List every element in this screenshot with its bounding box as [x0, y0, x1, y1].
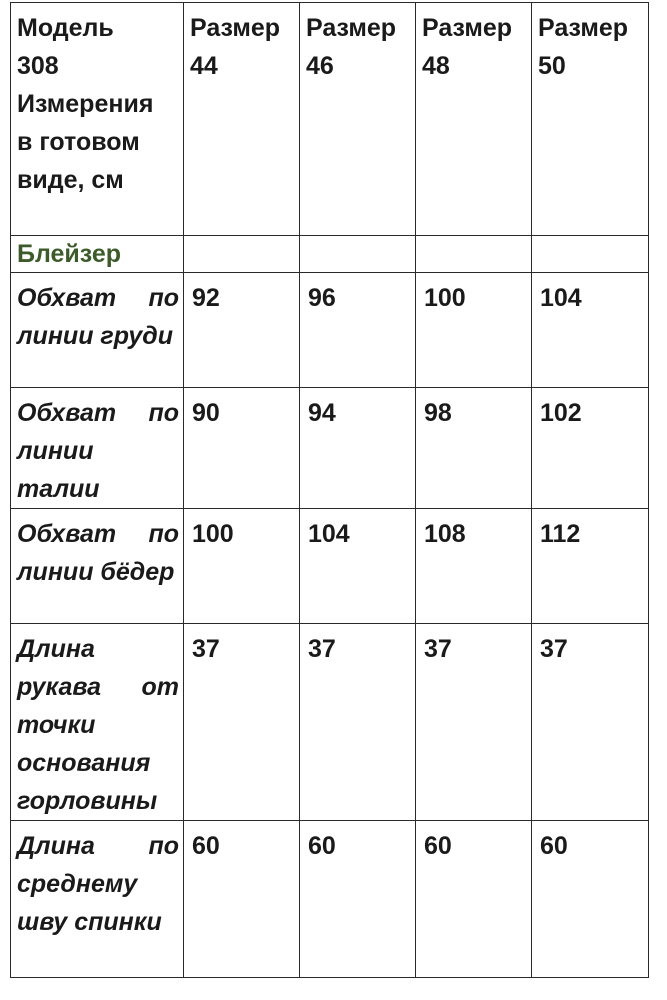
value-cell: 112 [532, 509, 649, 624]
value-cell: 104 [300, 509, 416, 624]
empty-cell [184, 236, 300, 273]
value-cell: 98 [416, 388, 532, 509]
value-cell: 60 [416, 821, 532, 978]
measurements-label-3: виде, см [17, 166, 124, 194]
model-label: Модель [17, 14, 114, 42]
row-label: Обхват по линии груди [11, 273, 184, 388]
row-label: Обхват по линии бёдер [11, 509, 184, 624]
value-cell: 104 [532, 273, 649, 388]
section-row [11, 236, 649, 273]
value-cell: 37 [416, 624, 532, 821]
measurements-label: Измерения [17, 90, 154, 118]
value-cell: 37 [300, 624, 416, 821]
section-title: Блейзер [11, 236, 184, 273]
model-header-cell [11, 3, 184, 236]
table-row [11, 509, 649, 624]
table-row [11, 821, 649, 978]
size-word: Размер [306, 14, 397, 42]
size-number: 48 [422, 52, 450, 80]
value-cell: 108 [416, 509, 532, 624]
row-label: Обхват по линии талии [11, 388, 184, 509]
row-label: Длина рукава от точки основания горловины [11, 624, 184, 821]
header-row [11, 3, 649, 236]
size-header-50 [532, 3, 649, 236]
measurements-label-2: в готовом [17, 128, 140, 156]
value-cell: 60 [300, 821, 416, 978]
table-row [11, 624, 649, 821]
table-row [11, 388, 649, 509]
size-chart [10, 2, 649, 978]
size-number: 46 [306, 52, 334, 80]
value-cell: 37 [532, 624, 649, 821]
size-header-46 [300, 3, 416, 236]
empty-cell [300, 236, 416, 273]
value-cell: 94 [300, 388, 416, 509]
size-word: Размер [538, 14, 629, 42]
model-number: 308 [17, 52, 59, 80]
value-cell: 96 [300, 273, 416, 388]
size-header-44 [184, 3, 300, 236]
empty-cell [416, 236, 532, 273]
row-label: Длина по среднему шву спинки [11, 821, 184, 978]
size-word: Размер [190, 14, 281, 42]
value-cell: 60 [532, 821, 649, 978]
empty-cell [532, 236, 649, 273]
value-cell: 90 [184, 388, 300, 509]
size-header-48 [416, 3, 532, 236]
value-cell: 100 [416, 273, 532, 388]
value-cell: 37 [184, 624, 300, 821]
size-number: 44 [190, 52, 218, 80]
value-cell: 92 [184, 273, 300, 388]
table-row [11, 273, 649, 388]
value-cell: 102 [532, 388, 649, 509]
size-word: Размер [422, 14, 513, 42]
value-cell: 100 [184, 509, 300, 624]
size-number: 50 [538, 52, 566, 80]
size-table [10, 2, 649, 978]
value-cell: 60 [184, 821, 300, 978]
